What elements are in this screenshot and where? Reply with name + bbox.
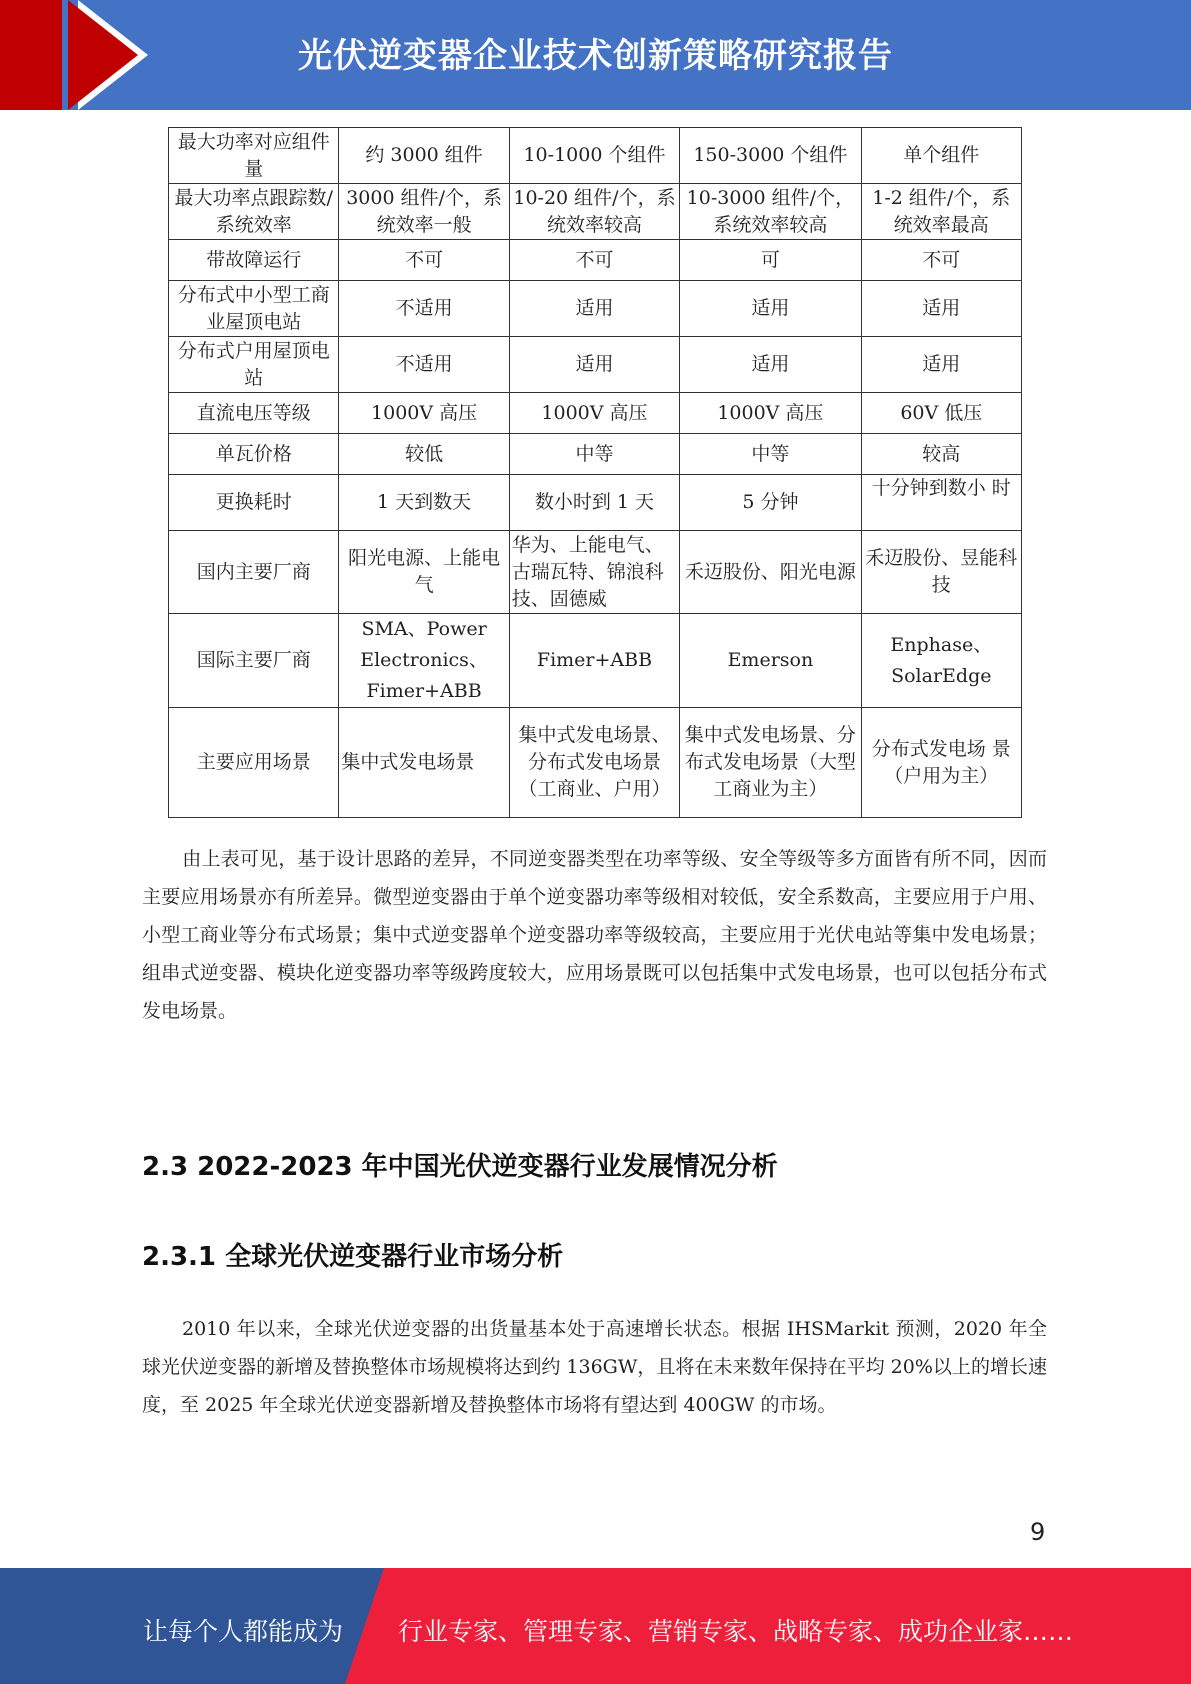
footer-slogan-right: 行业专家、管理专家、营销专家、战略专家、成功企业家…… <box>398 1617 1074 1646</box>
table-cell: 1 天到数天 <box>339 475 509 531</box>
table-cell: 分布式发电场 景（户用为主） <box>861 708 1021 818</box>
table-cell: 十分钟到数小 时 <box>861 475 1021 531</box>
row-label: 带故障运行 <box>169 240 339 281</box>
table-cell: 集中式发电场景、分布式发电场景（大型工商业为主） <box>680 708 861 818</box>
page-header <box>0 0 1191 110</box>
paragraph-text: 2010 年以来，全球光伏逆变器的出货量基本处于高速增长状态。根据 IHSMarkit 预测，2020 年全球光伏逆变器的新增及替换整体市场规模将达到约 136GW，且将在未来数年保持在平均 20%以上的增长速度，至 2025 年全球光伏逆变器新增及替换整体市场将有望达到 400GW 的市场。 <box>142 1318 1047 1416</box>
row-label: 单瓦价格 <box>169 434 339 475</box>
table-row <box>169 614 1022 708</box>
row-label: 直流电压等级 <box>169 393 339 434</box>
report-title: 光伏逆变器企业技术创新策略研究报告 <box>298 36 893 76</box>
table-cell: 中等 <box>509 434 679 475</box>
table-cell: 150-3000 个组件 <box>680 128 861 184</box>
table-cell: 中等 <box>680 434 861 475</box>
table-cell: 适用 <box>861 281 1021 337</box>
table-row <box>169 240 1022 281</box>
table-cell: 不适用 <box>339 281 509 337</box>
row-label: 最大功率对应组件量 <box>169 128 339 184</box>
table-cell: 禾迈股份、昱能科技 <box>861 531 1021 614</box>
table-cell: 较高 <box>861 434 1021 475</box>
table-cell: 集中式发电场景、分布式发电场景（工商业、户用） <box>509 708 679 818</box>
table-cell: 3000 组件/个，系统效率一般 <box>339 184 509 240</box>
table-row <box>169 531 1022 614</box>
table-cell: 较低 <box>339 434 509 475</box>
row-label: 国际主要厂商 <box>169 614 339 708</box>
table-cell: Fimer+ABB <box>509 614 679 708</box>
row-label: 分布式户用屋顶电站 <box>169 337 339 393</box>
section-heading: 2.3 2022-2023 年中国光伏逆变器行业发展情况分析 <box>142 1152 778 1182</box>
body-paragraph <box>142 1310 1047 1424</box>
table-cell: 适用 <box>680 281 861 337</box>
table-row <box>169 434 1022 475</box>
table-row <box>169 337 1022 393</box>
table-cell: 单个组件 <box>861 128 1021 184</box>
table-cell: 10-3000 组件/个，系统效率较高 <box>680 184 861 240</box>
row-label: 最大功率点跟踪数/系统效率 <box>169 184 339 240</box>
table-cell: Enphase、SolarEdge <box>861 614 1021 708</box>
table-cell: 禾迈股份、阳光电源 <box>680 531 861 614</box>
page-number: 9 <box>1030 1518 1046 1546</box>
table-cell: 集中式发电场景 <box>339 708 509 818</box>
body-paragraph <box>142 840 1047 1030</box>
table-cell: 1000V 高压 <box>680 393 861 434</box>
paragraph-text: 由上表可见，基于设计思路的差异，不同逆变器类型在功率等级、安全等级等多方面皆有所不同，因而主要应用场景亦有所差异。微型逆变器由于单个逆变器功率等级相对较低，安全系数高，主要应用于户用、小型工商业等分布式场景；集中式逆变器单个逆变器功率等级较高，主要应用于光伏电站等集中发电场景；组串式逆变器、模块化逆变器功率等级跨度较大，应用场景既可以包括集中式发电场景，也可以包括分布式发电场景。 <box>142 848 1047 1022</box>
table-cell: 适用 <box>509 281 679 337</box>
table-cell: 适用 <box>861 337 1021 393</box>
row-label: 主要应用场景 <box>169 708 339 818</box>
table-cell: 1-2 组件/个，系统效率最高 <box>861 184 1021 240</box>
table-cell: 1000V 高压 <box>509 393 679 434</box>
table-cell: 可 <box>680 240 861 281</box>
table-cell: Emerson <box>680 614 861 708</box>
table-cell: 华为、上能电气、古瑞瓦特、锦浪科技、固德威 <box>509 531 679 614</box>
table-cell: 不可 <box>339 240 509 281</box>
table-cell: 约 3000 组件 <box>339 128 509 184</box>
table-cell: 不适用 <box>339 337 509 393</box>
row-label: 更换耗时 <box>169 475 339 531</box>
table-row <box>169 281 1022 337</box>
page-footer <box>0 1568 1191 1684</box>
row-label: 分布式中小型工商业屋顶电站 <box>169 281 339 337</box>
table-row <box>169 128 1022 184</box>
table-row <box>169 708 1022 818</box>
table-cell: 阳光电源、上能电气 <box>339 531 509 614</box>
table-cell: 数小时到 1 天 <box>509 475 679 531</box>
table-cell: 10-1000 个组件 <box>509 128 679 184</box>
table-cell: 适用 <box>680 337 861 393</box>
footer-slogan-left: 让每个人都能成为 <box>143 1617 344 1646</box>
subsection-heading: 2.3.1 全球光伏逆变器行业市场分析 <box>142 1242 564 1272</box>
table-cell: 适用 <box>509 337 679 393</box>
table-cell: 不可 <box>509 240 679 281</box>
table-cell: SMA、Power Electronics、Fimer+ABB <box>339 614 509 708</box>
table-cell: 10-20 组件/个，系统效率较高 <box>509 184 679 240</box>
table-cell: 1000V 高压 <box>339 393 509 434</box>
inverter-comparison-table <box>168 127 1022 818</box>
table-row <box>169 393 1022 434</box>
row-label: 国内主要厂商 <box>169 531 339 614</box>
table-cell: 不可 <box>861 240 1021 281</box>
table-row <box>169 184 1022 240</box>
table-cell: 60V 低压 <box>861 393 1021 434</box>
table-cell: 5 分钟 <box>680 475 861 531</box>
table-row <box>169 475 1022 531</box>
